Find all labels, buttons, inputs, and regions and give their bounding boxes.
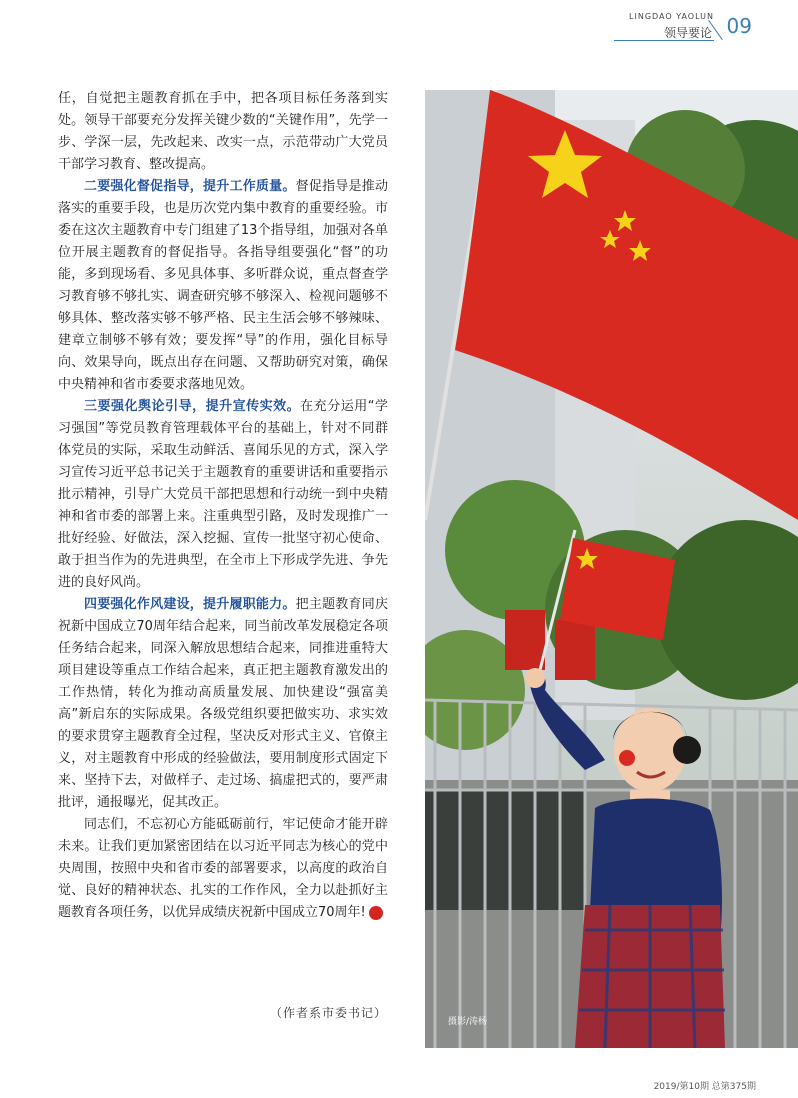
subheading-4: 四要强化作风建设，提升履职能力。: [84, 597, 296, 612]
end-mark-icon: 要: [369, 906, 383, 920]
page-number: 09: [726, 14, 752, 38]
paragraph-4-text: 把主题教育同庆祝新中国成立70周年结合起来，同当前改革发展稳定各项任务结合起来，同深入解放思想结合起来，同推进重特大项目建设等重点工作结合起来，真正把主题教育激发出的工作热情，转化为推动高质量发展、加快建设“强富美高”新启东的实际成果。各级党组织要把做实功、求实效的要求贯穿主题教育全过程，坚决反对形式主义、官僚主义，对主题教育中形成的经验做法，要用制度形式固定下来、坚持下去，对做样子、走过场、搞虚把式的，要严肃批评，通报曝光，促其改正。: [58, 597, 388, 810]
paragraph-5-text: 同志们，不忘初心方能砥砺前行，牢记使命才能开辟未来。让我们更加紧密团结在以习近平同志为核心的党中央周围，按照中央和省市委的部署要求，以高度的政治自觉、良好的精神状态、扎实的工作作风，全力以赴抓好主题教育各项任务，以优异成绩庆祝新中国成立70周年!: [58, 817, 388, 920]
photo-girl-with-flags: [425, 90, 798, 1048]
header-underline: [614, 40, 714, 41]
author-signature: （作者系市委书记）: [270, 1006, 388, 1020]
paragraph-1: 任，自觉把主题教育抓在手中，把各项目标任务落到实处。领导干部要充分发挥关键少数的“关键作用”，先学一步、学深一层，先改起来、改实一点，示范带动广大党员干部学习教育、整改提高。: [58, 91, 388, 172]
paragraph-2-text: 督促指导是推动落实的重要手段，也是历次党内集中教育的重要经验。市委在这次主题教育中专门组建了13个指导组，加强对各单位开展主题教育的督促指导。各指导组要强化“督”的功能，多到现场看、多见具体事、多听群众说，重点督查学习教育够不够扎实、调查研究够不够深入、检视问题够不够具体、整改落实够不够严格、民主生活会够不够辣味、建章立制够不够有效；要发挥“导”的作用，强化目标导向、效果导向，既点出存在问题、又帮助研究对策，确保中央精神和省市委要求落地见效。: [58, 179, 388, 392]
article-body: [58, 88, 404, 924]
section-title: 领导要论: [663, 26, 712, 40]
subheading-2: 二要强化督促指导，提升工作质量。: [84, 179, 296, 194]
section-pinyin: LINGDAO YAOLUN: [629, 12, 714, 21]
paragraph-2: [58, 176, 388, 396]
street-flag: [555, 620, 595, 680]
paragraph-5: [58, 814, 404, 924]
photo-illustration: [425, 90, 798, 1048]
photo-credit: 摄影/涛杨: [448, 1017, 488, 1027]
issue-info: 2019/第10期 总第375期: [653, 1082, 756, 1092]
paragraph-3: [58, 396, 388, 594]
street-flag: [505, 610, 545, 670]
paragraph-3-text: 在充分运用“学习强国”等党员教育管理载体平台的基础上，针对不同群体党员的实际，采取生动鲜活、喜闻乐见的方式，深入学习宣传习近平总书记关于主题教育的重要讲话和重要指示批示精神，引导广大党员干部把思想和行动统一到中央精神和省市委的部署上来。注重典型引路，及时发现推广一批好经验、好做法，深入挖掘、宣传一批坚守初心使命、敢于担当作为的先进典型，在全市上下形成学先进、争先进的良好风尚。: [58, 399, 388, 590]
page-header: [572, 10, 752, 44]
paragraph-4: [58, 594, 388, 814]
subheading-3: 三要强化舆论引导，提升宣传实效。: [84, 399, 301, 414]
